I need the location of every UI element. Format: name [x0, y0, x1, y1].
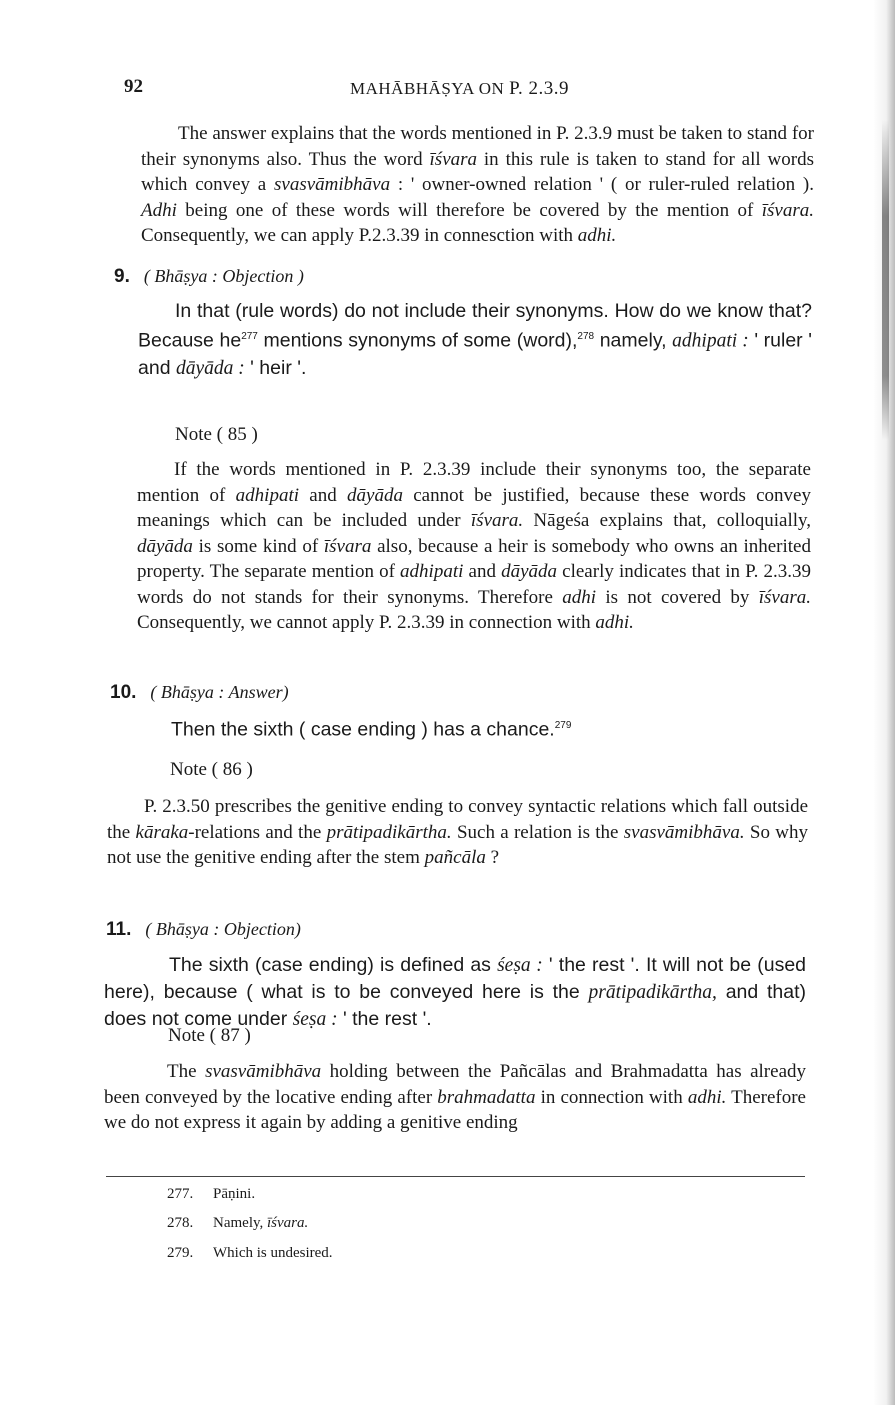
page-edge-binding-mark: [882, 120, 889, 440]
note-87-text: The svasvāmibhāva holding between the Pañcālas and Brahmadatta has already been conveyed by the locative ending after brahmadatta in connection with adhi. Therefore we do not express it again by adding a genitive ending: [104, 1061, 807, 1133]
note-85-text: If the words mentioned in P. 2.3.39 include their synonyms too, the separate mention of adhipati and dāyāda cannot be justified, because these words convey meanings which can be included under īśvara. Nāgeśa explains that, colloquially, dāyāda is some kind of īśvara also, because a heir is somebody who owns an inherited property. The separate mention of adhipati and dāyāda clearly indicates that in P. 2.3.39 words do not stands for their synonyms. Therefore adhi is not covered by īśvara. Consequently, we cannot apply P. 2.3.39 in connection with adhi.: [137, 459, 812, 633]
section-10-heading: [110, 682, 289, 704]
running-head-title: MAHĀBHĀṢYA ON: [350, 79, 505, 98]
running-head: [350, 78, 569, 100]
section-11-heading: [106, 919, 301, 941]
note-86-text: P. 2.3.50 prescribes the genitive ending to convey syntactic relations which fall outside the kāraka-relations and the prātipadikārtha. Such a relation is the svasvāmibhāva. So why not use the genitive ending after the stem pañcāla ?: [107, 796, 808, 868]
page-number: 92: [124, 76, 143, 97]
note-87-heading: Note ( 87 ): [168, 1025, 251, 1046]
section-11-number: 11.: [106, 919, 132, 940]
section-10-label: ( Bhāṣya : Answer): [150, 682, 289, 702]
footnote-rule: [106, 1176, 805, 1177]
section-9-number: 9.: [114, 266, 130, 287]
section-9-label: ( Bhāṣya : Objection ): [143, 266, 304, 286]
running-head-ref: P. 2.3.9: [509, 78, 570, 99]
bhasya-9-text: In that (rule words) do not include their synonyms. How do we know that? Because $he^{277}$ mentions synonyms of some (word),$^{278}$ namely, adhipati : ' ruler ' and dāyāda : ' heir '.: [138, 300, 812, 379]
footnote-278: 278. Namely, īśvara.: [167, 1215, 309, 1231]
note-85-heading: Note ( 85 ): [175, 424, 258, 445]
note-86-heading: Note ( 86 ): [170, 759, 253, 780]
section-10-number: 10.: [110, 682, 137, 703]
paragraph-answer-explanation: The answer explains that the words mentioned in P. 2.3.9 must be taken to stand for their synonyms also. Thus the word īśvara in this rule is taken to stand for all words which convey a svasvāmibhāva : ' owner-owned relation ' ( or ruler-ruled relation ). Adhi being one of these words will therefore be covered by the mention of īśvara. Consequently, we can apply P.2.3.39 in connesction with adhi.: [141, 123, 814, 246]
footnote-279: 279. Which is undesired.: [167, 1245, 333, 1261]
footnote-277: 277. Pāṇini.: [167, 1186, 256, 1202]
bhasya-11-text: The sixth (case ending) is defined as śeṣa : ' the rest '. It will not be (used here), because ( what is to be conveyed here is the prātipadikārtha, and that) does not come under śeṣa : ' the rest '.: [104, 954, 807, 1030]
bhasya-10-text: Then the sixth ( case ending ) has a chance.$^{279}$: [171, 718, 572, 741]
section-11-label: ( Bhāṣya : Objection): [145, 919, 301, 939]
section-9-heading: [114, 266, 304, 288]
